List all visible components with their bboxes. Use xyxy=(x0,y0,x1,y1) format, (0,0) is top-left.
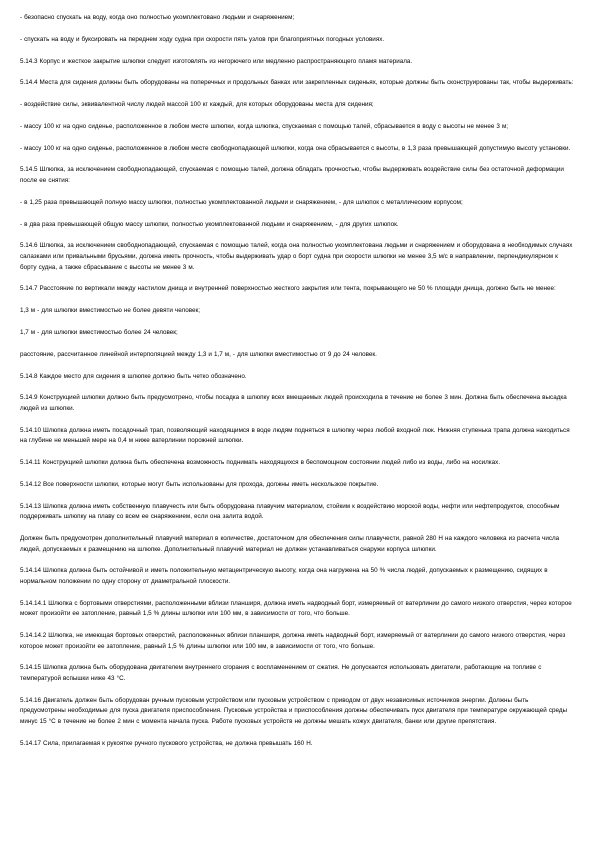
paragraph: 5.14.6 Шлюпка, за исключением свободнопадающей, спускаемая с помощью талей, когда она полностью укомплектована людьми и снаряжением и оборудована в необходимых случаях салазками или привальными брусьями, должна иметь прочность, чтобы выдерживать удар о борт судна при скорости шлюпки не менее 3,5 м/с в направлении, перпендикулярном к борту судна, а также сбрасывание с высоты не менее 3 м. xyxy=(20,242,573,271)
paragraph: 1,3 м - для шлюпки вместимостью не более девяти человек; xyxy=(20,307,201,315)
paragraph: - в 1,25 раза превышающей полную массу шлюпки, полностью укомплектованной людьми и снаряжением, - для шлюпок с металлическим корпусом; xyxy=(20,198,463,206)
paragraph: - массу 100 кг на одно сиденье, расположенное в любом месте шлюпки, когда шлюпка, спускаемая с помощью талей, сбрасывается в воду с высоты не менее 3 м; xyxy=(20,122,509,130)
paragraph: - безопасно спускать на воду, когда оно полностью укомплектовано людьми и снаряжением; xyxy=(20,14,295,21)
paragraph: расстояние, рассчитанное линейной интерполяцией между 1,3 и 1,7 м, - для шлюпки вместимостью от 9 до 24 человек. xyxy=(20,350,377,358)
paragraph: - спускать на воду и буксировать на переднем ходу судна при скорости пять узлов при благоприятных погодных условиях. xyxy=(20,35,385,43)
paragraph: 5.14.7 Расстояние по вертикали между настилом днища и внутренней поверхностью жесткого закрытия или тента, покрывающего не 50 % площади днища, должно быть не менее: xyxy=(20,285,556,293)
paragraph: 5.14.4 Места для сидения должны быть оборудованы на поперечных и продольных банках или закрепленных сиденьях, которые должны быть сконструированы так, чтобы выдерживать: xyxy=(20,79,574,87)
paragraph: 5.14.12 Все поверхности шлюпки, которые могут быть использованы для прохода, должны иметь нескользкое покрытие. xyxy=(20,480,379,488)
paragraph: - массу 100 кг на одно сиденье, расположенное в любом месте свободнопадающей шлюпки, когда она сбрасывается с высоты, в 1,3 раза превышающей допустимую высоту установки. xyxy=(20,144,571,152)
paragraph: 5.14.3 Корпус и жесткое закрытие шлюпки следует изготовлять из негорючего или медленно распространяющего пламя материала. xyxy=(20,57,413,65)
paragraph: 5.14.14 Шлюпка должна быть остойчивой и иметь положительную метацентрическую высоту, когда она нагружена на 50 % числа людей, допускаемых к размещению, сидящих в нормальном положении по одну сторону от диаметральной плоскости. xyxy=(20,567,548,585)
document-body xyxy=(20,13,575,761)
paragraph: 5.14.10 Шлюпка должна иметь посадочный трап, позволяющий находящимся в воде людям подняться в шлюпку через любой входной люк. Нижняя ступенька трапа должна находиться на глубине не меньшей мере на 0,4 м ниже ватерлинии порожней шлюпки. xyxy=(20,426,570,445)
paragraph: - воздействие силы, эквивалентной числу людей массой 100 кг каждый, для которых оборудованы места для сидения; xyxy=(20,101,374,109)
paragraph: - в два раза превышающей общую массу шлюпки, полностью укомплектованной людьми и снаряжением, - для других шлюпок. xyxy=(20,220,399,228)
paragraph: Должен быть предусмотрен дополнительный плавучий материал в количестве, достаточном для обеспечения силы плавучести, равной 280 Н на каждого человека из расчета числа людей, допускаемых к размещению на шлюпке. Дополнительный плавучий материал не должен устанавливаться снаружи корпуса шлюпки. xyxy=(20,534,560,553)
paragraph: 5.14.8 Каждое место для сидения в шлюпке должно быть четко обозначено. xyxy=(20,372,247,380)
paragraph: 5.14.17 Сила, прилагаемая к рукоятке ручного пускового устройства, не должна превышать 160 Н. xyxy=(20,739,313,747)
paragraph: 5.14.15 Шлюпка должна быть оборудована двигателем внутреннего сгорания с воспламенением от сжатия. Не допускается использовать двигатели, работающие на топливе с температурой вспышки ниже 43 °С. xyxy=(20,664,542,683)
paragraph: 5.14.14.2 Шлюпка, не имеющая бортовых отверстий, расположенных вблизи планширя, должна иметь надводный борт, измеряемый от ватерлинии до самого низкого отверстия, через которое может произойти ее затопление, равный 1,5 % длины шлюпки или 100 мм, в зависимости от того, что больше. xyxy=(20,632,566,650)
paragraph: 5.14.9 Конструкцией шлюпки должно быть предусмотрено, чтобы посадка в шлюпку всех вмещаемых людей происходила в течение не более 3 мин. Должна быть обеспечена высадка людей из шлюпки. xyxy=(20,394,567,412)
paragraph: 5.14.13 Шлюпка должна иметь собственную плавучесть или быть оборудована плавучим материалом, стойким к воздействию морской воды, нефти или нефтепродуктов, способным поддерживать шлюпку на плаву со всем ее снаряжением, если она залита водой. xyxy=(20,502,560,521)
paragraph: 5.14.16 Двигатель должен быть оборудован ручным пусковым устройством или пусковым устройством с приводом от двух независимых источников энергии. Должны быть предусмотрены необходимые для пуска двигателя приспособления. Пусковые устройства и приспособления должны обеспечивать пуск двигателя при температуре окружающей среды минус 15 °С в течение не более 2 мин с момента начала пуска. Работе пусковых устройств не должны мешать кожух двигателя, банки или другие препятствия. xyxy=(20,696,568,726)
paragraph: 1,7 м - для шлюпки вместимостью более 24 человек; xyxy=(20,328,178,336)
paragraph: 5.14.5 Шлюпка, за исключением свободнопадающей, спускаемая с помощью талей, должна обладать прочностью, чтобы выдерживать воздействие силы без остаточной деформации после ее снятия: xyxy=(20,166,564,185)
paragraph: 5.14.11 Конструкцией шлюпки должна быть обеспечена возможность поднимать находящихся в беспомощном состоянии людей либо из воды, либо на носилках. xyxy=(20,459,501,467)
paragraph: 5.14.14.1 Шлюпка с бортовыми отверстиями, расположенными вблизи планширя, должна иметь надводный борт, измеряемый от ватерлинии до самого низкого отверстия, через которое может произойти ее затопление, равный 1,5 % длины шлюпки или 100 мм, в зависимости от того, что больше. xyxy=(20,599,572,618)
